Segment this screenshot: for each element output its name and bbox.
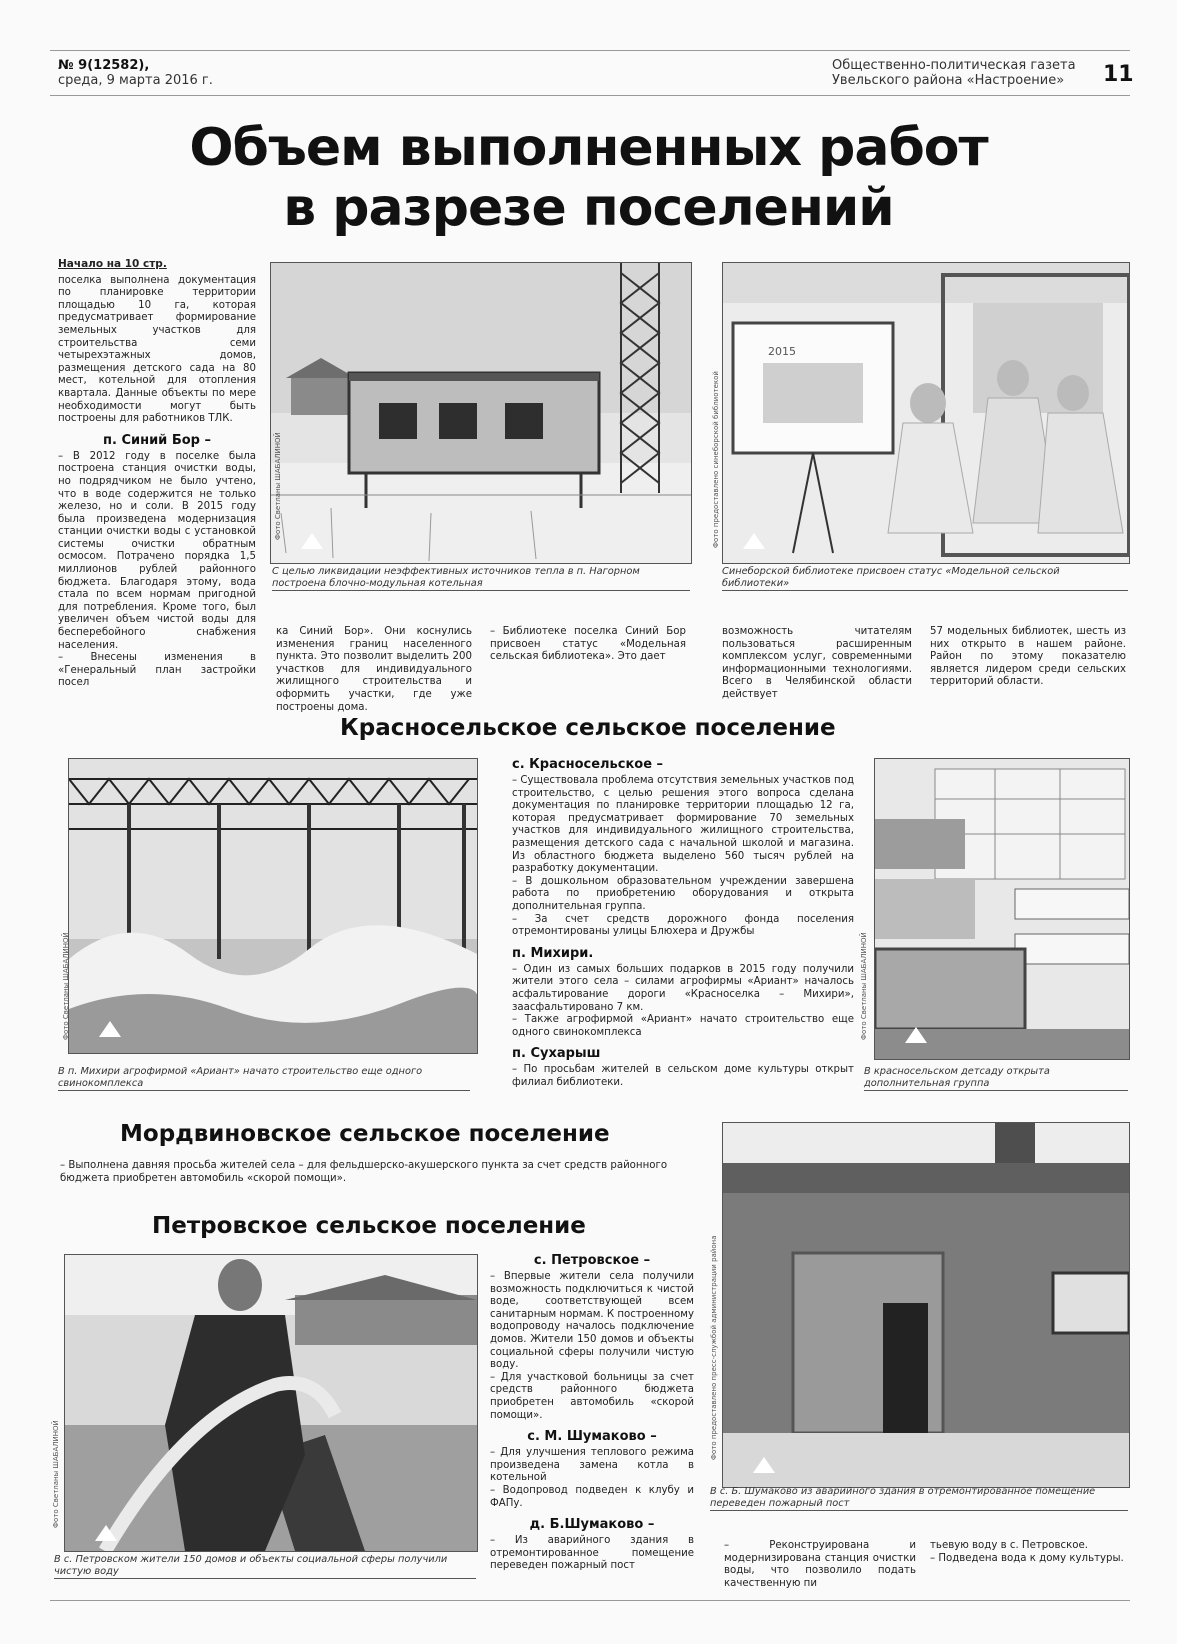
kindergarten-photo-caption: В красносельском детсаду открыта дополнительная группа — [864, 1066, 1128, 1091]
m-shumakovo-paragraph-2: – Водопровод подведен к клубу и ФАПу. — [490, 1484, 694, 1509]
siniy-bor-paragraph-2-start: – Внесены изменения в «Генеральный план застройки посел — [58, 652, 256, 689]
left-column — [58, 258, 256, 690]
kindergarten-photo — [874, 758, 1130, 1060]
siniy-bor-heading: п. Синий Бор – — [103, 432, 211, 448]
continuation-column-4 — [930, 626, 1126, 689]
continuation-column-3 — [722, 626, 912, 702]
mikhiri-paragraph-2: – Также агрофирмой «Ариант» начато строительство еще одного свинокомплекса — [512, 1014, 854, 1038]
mikhiri-paragraph-1: – Один из самых больших подарков в 2015 году получили жители этого села – силами агрофирмы «Ариант» началось асфальтирование дороги «Красноселка – Михири», заасфальтировано 7 км. — [512, 963, 854, 1013]
continuation-column-1 — [276, 626, 472, 714]
b-shumakovo-heading: д. Б.Шумаково – — [529, 1517, 655, 1533]
mordvinovskoe-paragraph: – Выполнена давняя просьба жителей села – для фельдшерско-акушерского пункта за счет средств районного бюджета приобретен автомобиль «скорой помощи». — [60, 1160, 668, 1184]
b-shumakovo-paragraph-2-end: тьевую воду в с. Петровское. — [930, 1540, 1088, 1551]
water-pipe-photo-credit: Фото Светланы ШАБАЛИНОЙ — [52, 1420, 60, 1528]
water-pipe-photo-caption: В с. Петровском жители 150 домов и объекты социальной сферы получили чистую воду — [54, 1554, 476, 1579]
kindergarten-image — [875, 759, 1129, 1059]
boiler-photo-credit: Фото Светланы ШАБАЛИНОЙ — [274, 432, 282, 540]
siniy-bor-paragraph-3-start: – Библиотеке поселка Синий Бор присвоен статус «Модельная сельская библиотека». Это дает — [490, 626, 686, 663]
mordvinovskoe-heading: Мордвиновское сельское поселение — [120, 1121, 610, 1147]
krasnoselskoe-heading: Красносельское сельское поселение — [340, 715, 836, 741]
title-line-2: в разрезе поселений — [283, 178, 894, 238]
bottom-rule — [50, 1600, 1130, 1601]
mikhiri-heading: п. Михири. — [512, 945, 594, 961]
krasnoselskoe-text — [512, 756, 854, 1089]
top-rule — [50, 50, 1130, 51]
petrovskoe-heading: Петровское сельское поселение — [152, 1213, 586, 1239]
library-photo-credit: Фото предоставлено синеборской библиотекой — [712, 371, 720, 548]
pig-farm-photo-credit: Фото Светланы ШАБАЛИНОЙ — [62, 932, 70, 1040]
photo-marker-icon — [753, 1457, 775, 1473]
boiler-house-photo — [270, 262, 692, 564]
krasnoselskoe-village-heading: с. Красносельское – — [512, 757, 664, 772]
b-shumakovo-column-2 — [724, 1540, 916, 1590]
issue-date: среда, 9 марта 2016 г. — [58, 73, 213, 88]
library-photo-caption: Синеборской библиотеке присвоен статус «Модельной сельской библиотеки» — [722, 566, 1128, 591]
krasnoselskoe-paragraph-1: – Существовала проблема отсутствия земельных участков под строительство, с целью решения этого вопроса сделана документация по планировке территории площадью 12 га, которая предусматривает формирование 70 земельных участков для индивидуального жилищного строительства, размещения детского сада с начальной школой и магазина. Из областного бюджета выделено 560 тысяч рублей на разработку документации. — [512, 775, 854, 875]
kindergarten-photo-credit: Фото Светланы ШАБАЛИНОЙ — [860, 932, 868, 1040]
paper-name-line1: Общественно-политическая газета — [832, 58, 1076, 73]
water-pipe-image — [65, 1255, 477, 1551]
header-rule — [50, 95, 1130, 96]
b-shumakovo-column-3 — [930, 1540, 1126, 1565]
b-shumakovo-paragraph-1: – Из аварийного здания в отремонтированное помещение переведен пожарный пост — [490, 1535, 694, 1572]
boiler-house-image — [271, 263, 691, 563]
krasnoselskoe-paragraph-2: – В дошкольном образовательном учреждении завершена работа по приобретению оборудования и открыта дополнительная группа. — [512, 875, 854, 912]
fire-station-photo — [722, 1122, 1130, 1488]
siniy-bor-paragraph-3-middle: возможность читателям пользоваться расширенным комплексом услуг, современными информационными технологиями. Всего в Челябинской области действует — [722, 626, 912, 700]
petrovskoe-paragraph-2: – Для участковой больницы за счет средств районного бюджета приобретен автомобиль «скорой помощи». — [490, 1371, 694, 1421]
photo-marker-icon — [99, 1021, 121, 1037]
paper-name — [832, 58, 1076, 88]
m-shumakovo-heading: с. М. Шумаково – — [527, 1429, 657, 1445]
petrovskoe-paragraph-1: – Впервые жители села получили возможность подключиться к чистой воде, соответствующей всем санитарным нормам. К построенному водопроводу началось подключение домов. Жители 150 домов и объекты социальной сферы получили чистую воду. — [490, 1271, 694, 1371]
continuation-column-2 — [490, 626, 686, 664]
continued-from[interactable]: Начало на 10 стр. — [58, 258, 167, 270]
siniy-bor-paragraph-3-end: 57 модельных библиотек, шесть из них открыто в нашем районе. Район по этому показателю является лидером среди сельских территорий области. — [930, 626, 1126, 688]
siniy-bor-paragraph-2-end: ка Синий Бор». Они коснулись изменения границ населенного пункта. Это позволит выделить 200 участков для индивидуального жилищного строительства и оформить участки, где уже построены дома. — [276, 626, 472, 713]
m-shumakovo-paragraph-1: – Для улучшения теплового режима произведена замена котла в котельной — [490, 1447, 694, 1484]
fire-station-image — [723, 1123, 1129, 1487]
sukharysh-paragraph: – По просьбам жителей в сельском доме культуры открыт филиал библиотеки. — [512, 1064, 854, 1088]
petrovskoe-text — [490, 1252, 694, 1573]
pig-farm-image — [69, 759, 477, 1053]
fire-station-photo-credit: Фото предоставлено пресс-службой администрации района — [710, 1235, 718, 1460]
boiler-photo-caption: С целью ликвидации неэффективных источников тепла в п. Нагорном построена блочно-модульная котельная — [272, 566, 690, 591]
library-image — [723, 263, 1129, 563]
board-year: 2015 — [768, 345, 796, 358]
mordvinovskoe-text — [60, 1160, 696, 1185]
page-number: 11 — [1103, 62, 1134, 87]
krasnoselskoe-paragraph-3: – За счет средств дорожного фонда поселения отремонтированы улицы Блюхера и Дружбы — [512, 913, 854, 938]
fire-station-photo-caption: В с. Б. Шумаково из аварийного здания в отремонтированное помещение переведен пожарный пост — [710, 1486, 1128, 1511]
water-pipe-photo — [64, 1254, 478, 1552]
pig-farm-photo — [68, 758, 478, 1054]
pig-farm-photo-caption: В п. Михири агрофирмой «Ариант» начато строительство еще одного свинокомплекса — [58, 1066, 470, 1091]
article-title — [0, 118, 1177, 238]
paper-name-line2: Увельского района «Настроение» — [832, 73, 1065, 88]
issue-number: № 9(12582), — [58, 58, 150, 73]
b-shumakovo-paragraph-2-start: – Реконструирована и модернизирована станция очистки воды, что позволило подать качественную пи — [724, 1540, 916, 1589]
photo-marker-icon — [301, 533, 323, 549]
petrovskoe-village-heading: с. Петровское – — [533, 1253, 651, 1268]
library-photo — [722, 262, 1130, 564]
photo-marker-icon — [905, 1027, 927, 1043]
sukharysh-heading: п. Сухарыш — [512, 1046, 601, 1062]
intro-paragraph: поселка выполнена документация по планировке территории площадью 10 га, которая предусматривает формирование земельных участков для строительства семи четырехэтажных домов, размещения детского сада на 80 мест, котельной для отопления квартала. Данные объекты по мере необходимости могут быть построены для работников ТЛК. — [58, 274, 256, 425]
title-line-1: Объем выполненных работ — [189, 118, 988, 178]
siniy-bor-paragraph-1: – В 2012 году в поселке была построена станция очистки воды, но подрядчиком не было учтено, что в воде содержится не только железо, но и соли. В 2015 году была произведена модернизация станции очистки воды с установкой системы очистки обратным осмосом. Потрачено порядка 1,5 миллионов рублей районного бюджета. Благодаря этому, вода стала по всем нормам пригодной для потребления. Кроме того, был увеличен объем чистой воды для бесперебойного снабжения населения. — [58, 450, 256, 651]
photo-marker-icon — [95, 1525, 117, 1541]
issue-info — [58, 58, 213, 88]
photo-marker-icon — [743, 533, 765, 549]
b-shumakovo-paragraph-3: – Подведена вода к дому культуры. — [930, 1552, 1124, 1564]
